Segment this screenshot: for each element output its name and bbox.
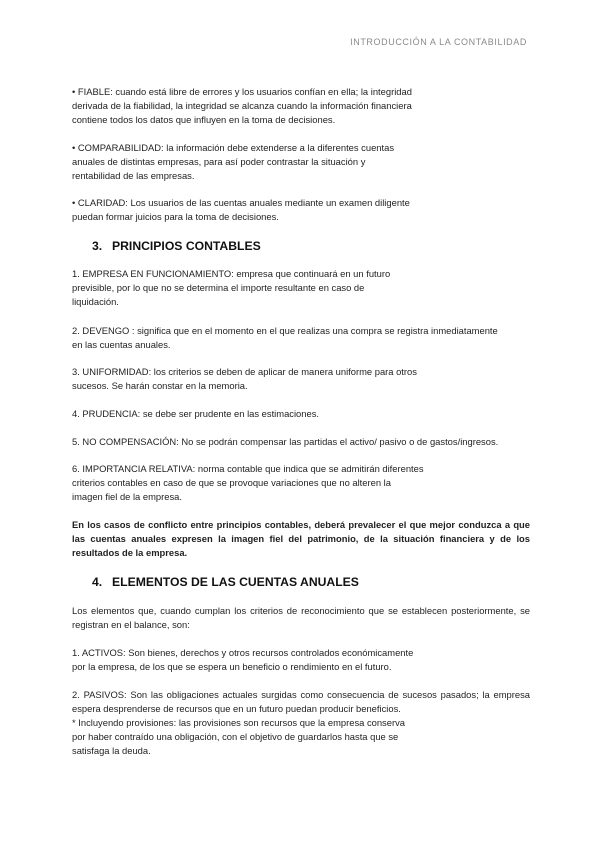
quality-fiable [72,85,530,127]
text-line: 2. DEVENGO : significa que en el momento en el que realizas una compra se registra inmediatamente [72,325,498,336]
quality-claridad [72,196,530,224]
text-line: liquidación. [72,296,119,307]
text-line: sucesos. Se harán constar en la memoria. [72,380,248,391]
section-number: 3. [92,239,103,253]
text-paragraph: 2. PASIVOS: Son las obligaciones actuales surgidas como consecuencia de sucesos pasados; la empresa espera desprenderse de recursos que en un futuro puedan producir beneficios. [72,689,530,714]
text-line: 4. PRUDENCIA: se debe ser prudente en las estimaciones. [72,408,319,419]
principle-devengo [72,324,530,352]
text-line: derivada de la fiabilidad, la integridad se alcanza cuando la información financiera [72,100,412,111]
text-line: por haber contraído una obligación, con el objetivo de guardarlos hasta que se [72,731,399,742]
conflict-note [72,518,530,560]
element-activos [72,646,530,674]
principle-empresa-en-funcionamiento [72,267,530,309]
section-3-heading [92,239,261,253]
text-paragraph: En los casos de conflicto entre principios contables, deberá prevalecer el que mejor conduzca a que las cuentas anuales expresen la imagen fiel del patrimonio, de la situación financiera y de los resultados de la empresa. [72,519,530,558]
element-provisiones [72,716,530,758]
text-line: • CLARIDAD: Los usuarios de las cuentas anuales mediante un examen diligente [72,197,410,208]
section-number: 4. [92,575,103,589]
text-line: previsible, por lo que no se determina el importe resultante en caso de [72,282,365,293]
text-line: rentabilidad de las empresas. [72,170,195,181]
section-4-heading [92,575,359,589]
text-line: • COMPARABILIDAD: la información debe extenderse a la diferentes cuentas [72,142,395,153]
text-line: 1. ACTIVOS: Son bienes, derechos y otros recursos controlados económicamente [72,647,414,658]
text-line: 6. IMPORTANCIA RELATIVA: norma contable que indica que se admitirán diferentes [72,463,424,474]
text-paragraph: Los elementos que, cuando cumplan los criterios de reconocimiento que se establecen posteriormente, se registran en el balance, son: [72,605,530,630]
running-header: INTRODUCCIÓN A LA CONTABILIDAD [350,37,527,47]
section-title: PRINCIPIOS CONTABLES [112,239,261,253]
text-line: * Incluyendo provisiones: las provisiones son recursos que la empresa conserva [72,717,405,728]
principle-uniformidad [72,365,530,393]
section-title: ELEMENTOS DE LAS CUENTAS ANUALES [112,575,359,589]
principle-prudencia [72,407,530,421]
text-line: contiene todos los datos que influyen en la toma de decisiones. [72,114,336,125]
element-pasivos [72,688,530,716]
text-line: satisfaga la deuda. [72,745,151,756]
text-line: • FIABLE: cuando está libre de errores y los usuarios confían en ella; la integridad [72,86,412,97]
text-line: en las cuentas anuales. [72,339,171,350]
principle-no-compensacion [72,435,530,449]
text-line: criterios contables en caso de que se provoque variaciones que no alteren la [72,477,391,488]
text-line: imagen fiel de la empresa. [72,491,182,502]
text-line: por la empresa, de los que se espera un beneficio o rendimiento en el futuro. [72,661,392,672]
quality-comparabilidad [72,141,530,183]
text-line: anuales de distintas empresas, para así poder contrastar la situación y [72,156,366,167]
text-line: 3. UNIFORMIDAD: los criterios se deben de aplicar de manera uniforme para otros [72,366,417,377]
elements-intro [72,604,530,632]
text-line: puedan formar juicios para la toma de decisiones. [72,211,279,222]
text-line: 5. NO COMPENSACIÓN: No se podrán compensar las partidas el activo/ pasivo o de gastos/ingresos. [72,436,499,447]
principle-importancia-relativa [72,462,530,504]
text-line: 1. EMPRESA EN FUNCIONAMIENTO: empresa que continuará en un futuro [72,268,391,279]
